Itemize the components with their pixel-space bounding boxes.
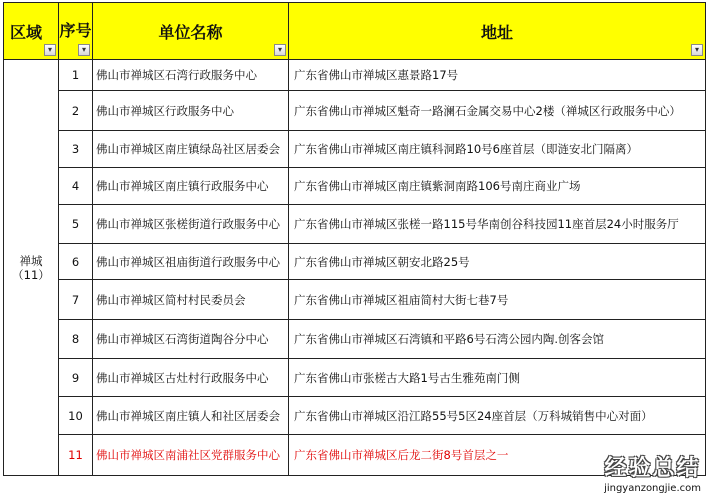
table-row (4, 91, 706, 131)
name-cell[interactable]: 佛山市禅城区简村村民委员会 (93, 280, 289, 320)
header-row (4, 3, 706, 60)
filter-dropdown-icon[interactable]: ▾ (44, 44, 56, 56)
table-row (4, 168, 706, 205)
name-cell[interactable]: 佛山市禅城区行政服务中心 (93, 91, 289, 131)
header-address-label: 地址 (480, 22, 513, 42)
seq-cell[interactable]: 8 (59, 320, 93, 359)
name-cell[interactable]: 佛山市禅城区祖庙街道行政服务中心 (93, 244, 289, 280)
address-cell[interactable]: 广东省佛山市禅城区南庄镇紫洞南路106号南庄商业广场 (289, 168, 706, 205)
address-cell[interactable]: 广东省佛山市禅城区惠景路17号 (289, 60, 706, 91)
region-count: （11） (12, 267, 50, 282)
name-cell[interactable]: 佛山市禅城区石湾街道陶谷分中心 (93, 320, 289, 359)
address-cell[interactable]: 广东省佛山市禅城区祖庙简村大街七巷7号 (289, 280, 706, 320)
table-row (4, 397, 706, 435)
address-cell[interactable]: 广东省佛山市禅城区沿江路55号5区24座首层（万科城销售中心对面） (289, 397, 706, 435)
header-region-label: 区域 (10, 22, 43, 42)
name-cell[interactable]: 佛山市禅城区石湾行政服务中心 (93, 60, 289, 91)
spreadsheet-table (3, 2, 706, 476)
table-row (4, 205, 706, 244)
seq-cell[interactable]: 5 (59, 205, 93, 244)
table-row (4, 244, 706, 280)
header-region (4, 3, 59, 60)
watermark-url-text: jingyanzongjie.com (604, 483, 701, 494)
table-row (4, 131, 706, 168)
region-cell[interactable] (4, 60, 59, 476)
name-cell[interactable]: 佛山市禅城区南庄镇行政服务中心 (93, 168, 289, 205)
name-cell[interactable]: 佛山市禅城区南庄镇绿岛社区居委会 (93, 131, 289, 168)
filter-dropdown-icon[interactable]: ▾ (78, 44, 90, 56)
address-cell[interactable]: 广东省佛山市禅城区石湾镇和平路6号石湾公园内陶.创客会馆 (289, 320, 706, 359)
header-name-label: 单位名称 (158, 22, 223, 42)
name-cell[interactable]: 佛山市禅城区古灶村行政服务中心 (93, 359, 289, 397)
watermark-main-text: 经验总结 (604, 456, 701, 481)
address-cell[interactable]: 广东省佛山市禅城区张槎一路115号华南创谷科技园11座首层24小时服务厅 (289, 205, 706, 244)
address-cell[interactable]: 广东省佛山市禅城区魁奇一路澜石金属交易中心2楼（禅城区行政服务中心） (289, 91, 706, 131)
seq-cell[interactable]: 4 (59, 168, 93, 205)
header-seq (59, 3, 93, 60)
name-cell[interactable]: 佛山市禅城区张槎街道行政服务中心 (93, 205, 289, 244)
address-cell[interactable]: 广东省佛山市禅城区朝安北路25号 (289, 244, 706, 280)
table-row (4, 60, 706, 91)
region-name: 禅城 (19, 253, 43, 268)
seq-cell[interactable]: 7 (59, 280, 93, 320)
table-row (4, 320, 706, 359)
seq-cell[interactable]: 10 (59, 397, 93, 435)
seq-cell[interactable]: 9 (59, 359, 93, 397)
name-cell[interactable]: 佛山市禅城区南庄镇人和社区居委会 (93, 397, 289, 435)
filter-dropdown-icon[interactable]: ▾ (274, 44, 286, 56)
table-row (4, 280, 706, 320)
filter-dropdown-icon[interactable]: ▾ (691, 44, 703, 56)
header-address (289, 3, 706, 60)
table-row (4, 359, 706, 397)
seq-cell[interactable]: 2 (59, 91, 93, 131)
seq-cell[interactable]: 3 (59, 131, 93, 168)
address-cell[interactable]: 广东省佛山市张槎古大路1号古生雅苑南门侧 (289, 359, 706, 397)
seq-cell[interactable]: 1 (59, 60, 93, 91)
seq-cell[interactable]: 6 (59, 244, 93, 280)
address-cell[interactable]: 广东省佛山市禅城区后龙二街8号首层之一 (289, 435, 706, 476)
header-seq-label: 序号 (59, 21, 92, 40)
header-name (93, 3, 289, 60)
table-row-highlighted (4, 435, 706, 476)
name-cell[interactable]: 佛山市禅城区南浦社区党群服务中心 (93, 435, 289, 476)
address-cell[interactable]: 广东省佛山市禅城区南庄镇科洞路10号6座首层（即涟安北门隔离） (289, 131, 706, 168)
seq-cell[interactable]: 11 (59, 435, 93, 476)
